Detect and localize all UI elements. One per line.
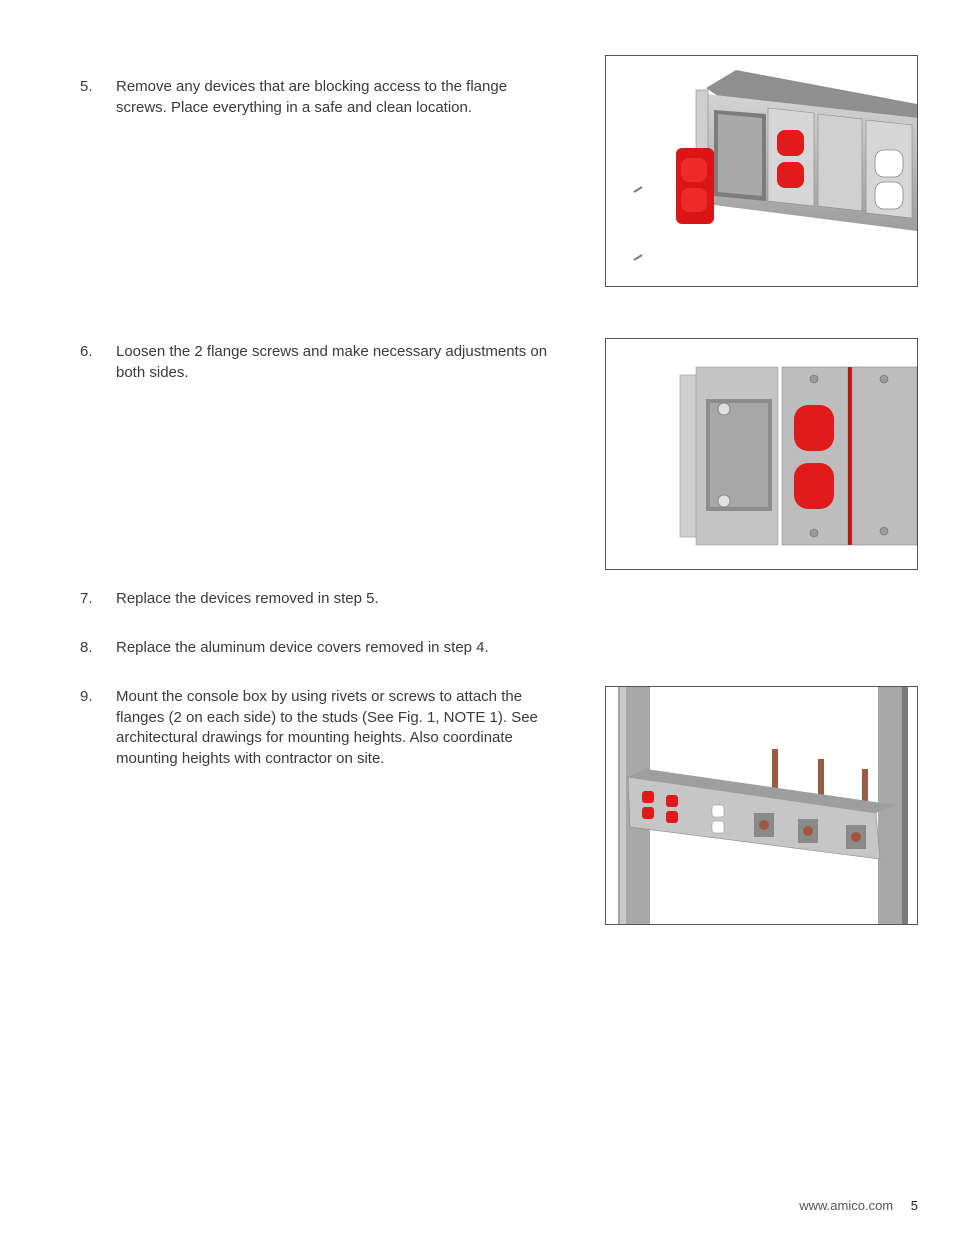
step-number: 7. bbox=[80, 590, 93, 607]
step-number: 9. bbox=[80, 688, 93, 705]
figure-mounted-console bbox=[605, 686, 918, 925]
figure-flange-adjustment bbox=[605, 338, 918, 570]
step-text: Replace the aluminum device covers removed in step 4. bbox=[116, 639, 489, 656]
page-number: 5 bbox=[910, 1198, 918, 1213]
figure-device-removal bbox=[605, 55, 918, 287]
step-text: Replace the devices removed in step 5. bbox=[116, 590, 379, 607]
footer-url[interactable]: www.amico.com bbox=[799, 1198, 894, 1213]
step-number: 8. bbox=[80, 639, 93, 656]
page-footer bbox=[799, 1198, 918, 1213]
step-text: Remove any devices that are blocking access to the flange screws. Place everything in a safe and clean location. bbox=[116, 78, 508, 116]
step-text: Loosen the 2 flange screws and make necessary adjustments on both sides. bbox=[116, 343, 548, 381]
step-number: 5. bbox=[80, 78, 93, 95]
step-number: 6. bbox=[80, 343, 93, 360]
step-text: Mount the console box by using rivets or screws to attach the flanges (2 on each side) to the studs (See Fig. 1, NOTE 1). See architectural drawings for mounting heights. Also coordinate mounting heights with contractor on site. bbox=[116, 688, 538, 767]
